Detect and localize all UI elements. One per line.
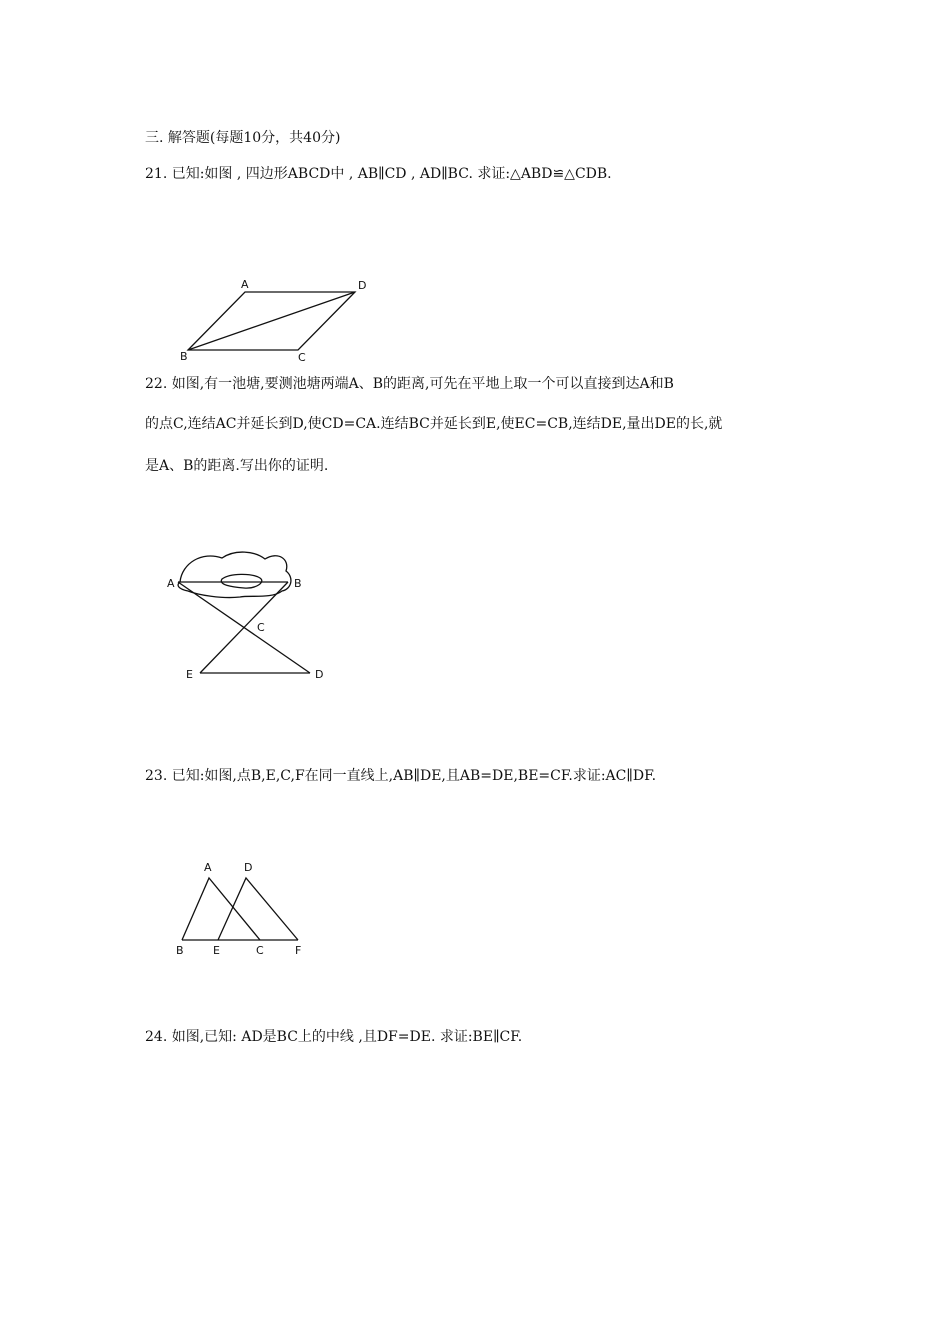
question-21-text: 21. 已知:如图 , 四边形ABCD中 , AB∥CD , AD∥BC. 求证:△ABD≌△CDB. xyxy=(145,166,612,182)
label-e: E xyxy=(213,944,220,957)
diagonal-bd xyxy=(188,292,355,350)
label-c: C xyxy=(256,944,264,957)
triangle-def xyxy=(218,878,298,940)
label-c: C xyxy=(257,621,265,634)
label-b: B xyxy=(294,577,302,590)
label-d: D xyxy=(244,861,253,874)
segment-be xyxy=(200,582,288,673)
label-a: A xyxy=(204,861,212,874)
triangle-abc xyxy=(182,878,260,940)
question-24-text: 24. 如图,已知: AD是BC上的中线 ,且DF=DE. 求证:BE∥CF. xyxy=(145,1029,523,1045)
label-e: E xyxy=(186,668,193,681)
label-c: C xyxy=(298,351,306,364)
label-a: A xyxy=(241,278,249,291)
label-d: D xyxy=(315,668,324,681)
label-d: D xyxy=(358,279,367,292)
figure-21-parallelogram xyxy=(170,276,380,366)
label-b: B xyxy=(176,944,184,957)
question-22-line-1: 22. 如图,有一池塘,要测池塘两端A、B的距离,可先在平地上取一个可以直接到达A和B xyxy=(145,376,674,392)
question-22-line-3: 是A、B的距离.写出你的证明. xyxy=(145,458,329,474)
label-f: F xyxy=(295,944,302,957)
question-23-text: 23. 已知:如图,点B,E,C,F在同一直线上,AB∥DE,且AB=DE,BE=CF.求证:AC∥DF. xyxy=(145,768,657,784)
label-b: B xyxy=(180,350,188,363)
figure-23-triangles xyxy=(170,856,320,960)
label-a: A xyxy=(167,577,175,590)
pond-island xyxy=(221,574,261,588)
figure-22-pond xyxy=(160,545,340,685)
section-heading: 三. 解答题(每题10分，共40分) xyxy=(145,130,341,146)
question-22-line-2: 的点C,连结AC并延长到D,使CD=CA.连结BC并延长到E,使EC=CB,连结DE,量出DE的长,就 xyxy=(145,416,723,432)
